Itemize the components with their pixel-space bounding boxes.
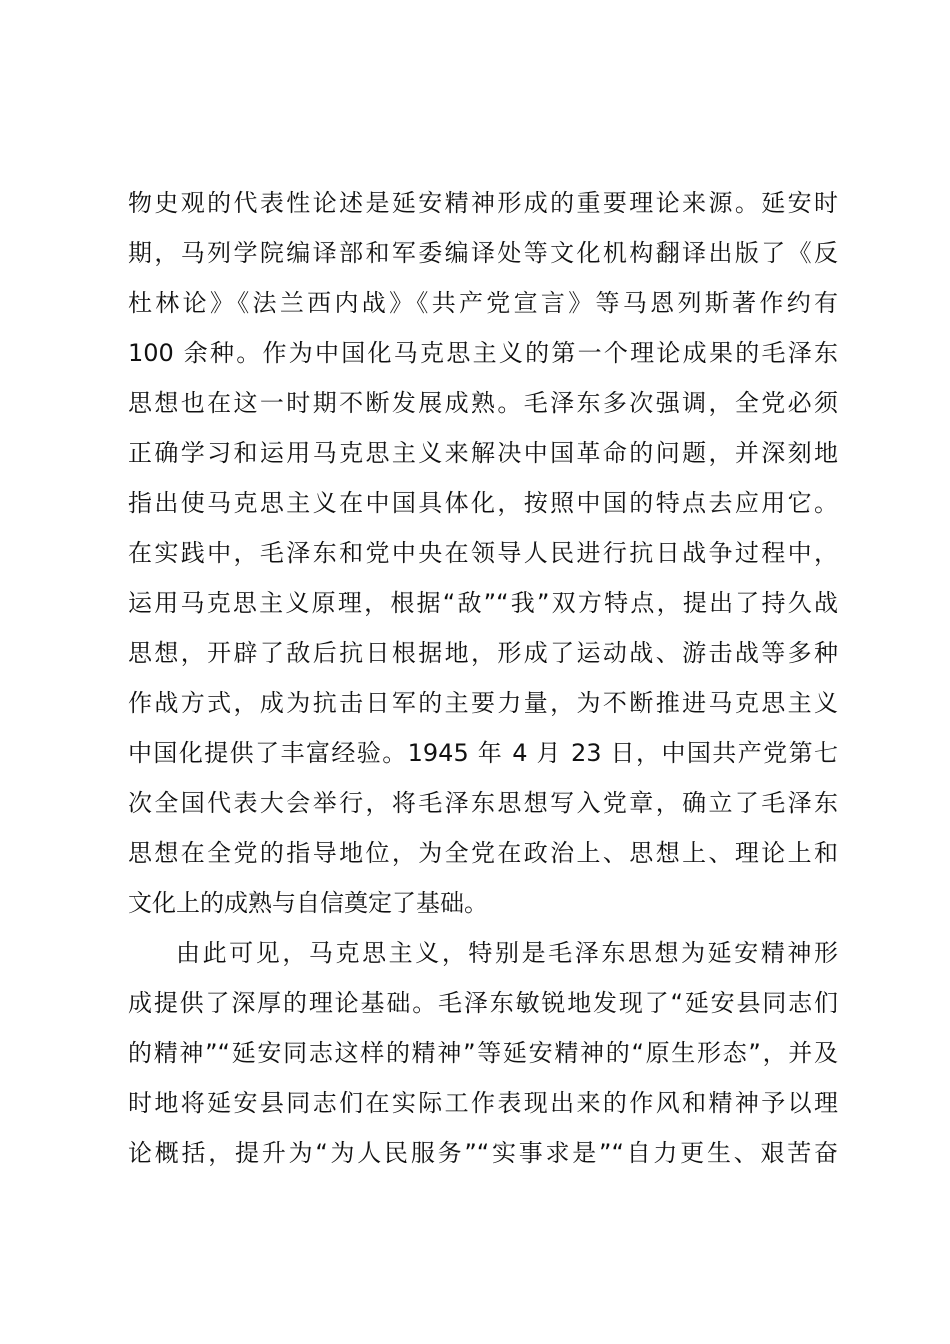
text-line: 论概括，提升为“为人民服务”“实事求是”“自力更生、艰苦奋 (128, 1139, 838, 1167)
text-line: 作战方式，成为抗击日军的主要力量，为不断推进马克思主义 (128, 689, 838, 717)
text-line: 思想也在这一时期不断发展成熟。毛泽东多次强调，全党必须 (128, 389, 838, 417)
text-line: 中国化提供了丰富经验。1945 年 4 月 23 日，中国共产党第七 (128, 739, 838, 767)
text-line: 思想在全党的指导地位，为全党在政治上、思想上、理论上和 (128, 839, 838, 867)
text-line: 的精神”“延安同志这样的精神”等延安精神的“原生形态”，并及 (128, 1039, 838, 1067)
text-line-paragraph-start: 由此可见，马克思主义，特别是毛泽东思想为延安精神形 (176, 939, 838, 967)
text-line: 成提供了深厚的理论基础。毛泽东敏锐地发现了“延安县同志们 (128, 989, 838, 1017)
text-line: 期，马列学院编译部和军委编译处等文化机构翻译出版了《反 (128, 239, 838, 267)
text-line: 杜林论》《法兰西内战》《共产党宣言》等马恩列斯著作约有 (128, 289, 838, 317)
text-line: 思想，开辟了敌后抗日根据地，形成了运动战、游击战等多种 (128, 639, 838, 667)
body-text (128, 178, 838, 1178)
text-line: 指出使马克思主义在中国具体化，按照中国的特点去应用它。 (128, 489, 838, 517)
text-line: 在实践中，毛泽东和党中央在领导人民进行抗日战争过程中， (128, 539, 838, 567)
text-line-paragraph-end: 文化上的成熟与自信奠定了基础。 (128, 889, 488, 917)
text-line: 100 余种。作为中国化马克思主义的第一个理论成果的毛泽东 (128, 339, 838, 367)
text-line: 次全国代表大会举行，将毛泽东思想写入党章，确立了毛泽东 (128, 789, 838, 817)
text-line: 时地将延安县同志们在实际工作表现出来的作风和精神予以理 (128, 1089, 838, 1117)
text-line: 运用马克思主义原理，根据“敌”“我”双方特点，提出了持久战 (128, 589, 838, 617)
text-line: 正确学习和运用马克思主义来解决中国革命的问题，并深刻地 (128, 439, 838, 467)
text-line: 物史观的代表性论述是延安精神形成的重要理论来源。延安时 (128, 189, 838, 217)
